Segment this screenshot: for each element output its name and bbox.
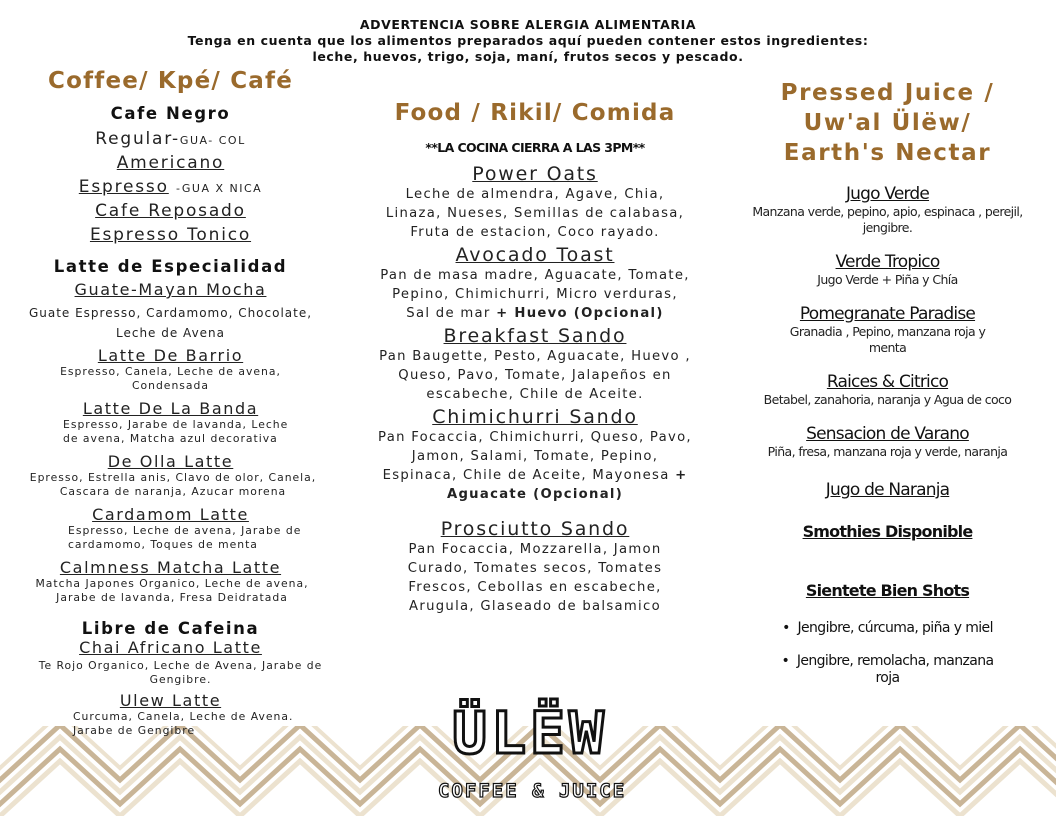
latte-desc: Espresso, Jarabe de lavanda, Leche de avena, Matcha azul decorativa <box>63 418 289 445</box>
food-desc: Pan de masa madre, Aguacate, Tomate, Pepino, Chimichurri, Micro verduras, Sal de mar + Huevo (Opcional) <box>380 268 690 321</box>
juice-title-line-3: Earth's Nectar <box>783 140 992 166</box>
decaf-name: Chai Africano Latte <box>79 638 262 657</box>
juice-desc: Manzana verde, pepino, apio, espinaca , perejil, jengibre. <box>752 204 1023 235</box>
juice-name: Verde Tropico <box>835 252 940 272</box>
kitchen-note: **LA COCINA CIERRA A LAS 3PM** <box>425 140 645 155</box>
juice-name: Jugo de Naranja <box>825 480 950 500</box>
juice-section-title <box>745 78 1030 168</box>
coffee-column <box>18 68 323 738</box>
juice-title-line-2: Uw'al Ülëw/ <box>803 110 972 136</box>
juice-name: Sensacion de Varano <box>806 424 969 444</box>
food-name: Chimichurri Sando <box>432 406 638 428</box>
regular-label: Regular- <box>95 129 180 149</box>
allergy-line-2: leche, huevos, trigo, soja, maní, frutos secos y pescado. <box>312 49 744 64</box>
food-column <box>378 100 692 616</box>
cafe-negro-title: Cafe Negro <box>110 104 231 123</box>
reposado-label: Cafe Reposado <box>95 201 246 221</box>
allergy-line-1: Tenga en cuenta que los alimentos preparados aquí pueden contener estos ingredientes: <box>187 33 869 48</box>
food-item <box>378 325 692 404</box>
food-desc: Leche de almendra, Agave, Chia, Linaza, Nueses, Semillas de calabasa, Fruta de estacion, Coco rayado. <box>385 187 685 240</box>
food-extra: + Aguacate (Opcional) <box>446 468 688 502</box>
ulew-logo-wordmark: ÜLËW <box>452 699 608 767</box>
juice-item <box>745 304 1030 356</box>
food-desc: Pan Baugette, Pesto, Aguacate, Huevo , Queso, Pavo, Tomate, Jalapeños en escabeche, Chile de Aceite. <box>379 349 691 402</box>
reposado-item <box>18 201 323 221</box>
allergy-warning <box>0 17 1056 65</box>
food-name: Prosciutto Sando <box>440 518 630 540</box>
latte-name: Guate-Mayan Mocha <box>74 280 267 299</box>
juice-item <box>745 184 1030 236</box>
juice-item <box>745 424 1030 460</box>
juice-item <box>745 252 1030 288</box>
latte-desc: Matcha Japones Organico, Leche de avena, Jarabe de lavanda, Fresa Deidratada <box>35 577 309 604</box>
espresso-label: Espresso <box>78 177 169 197</box>
latte-desc: Epresso, Estrella anis, Clavo de olor, Canela, Cascara de naranja, Azucar morena <box>29 471 317 498</box>
latte-name: Cardamom Latte <box>92 505 249 524</box>
food-desc: Pan Focaccia, Chimichurri, Queso, Pavo, Jamon, Salami, Tomate, Pepino, Espinaca, Chile de Aceite, Mayonesa + Aguacate (Opcional) <box>378 430 692 502</box>
latte-name: Calmness Matcha Latte <box>59 558 282 577</box>
juice-title-line-1: Pressed Juice / <box>780 80 995 106</box>
decaf-name: Ulew Latte <box>119 691 222 710</box>
juice-name: Raices & Citrico <box>826 372 949 392</box>
juice-column <box>745 78 1030 687</box>
decaf-title: Libre de Cafeina <box>81 619 260 638</box>
latte-item <box>18 452 323 499</box>
coffee-section-title: Coffee/ Kpé/ Café <box>48 68 293 94</box>
food-name: Power Oats <box>472 163 598 185</box>
food-item <box>378 244 692 323</box>
decaf-item <box>18 691 323 738</box>
latte-desc: Guate Espresso, Cardamomo, Chocolate, Leche de Avena <box>28 306 313 340</box>
americano-label: Americano <box>116 153 225 173</box>
decaf-desc: Curcuma, Canela, Leche de Avena. Jarabe de Gengibre <box>73 710 294 737</box>
latte-item <box>18 399 323 446</box>
especialidad-title: Latte de Especialidad <box>53 257 288 276</box>
food-name: Breakfast Sando <box>443 325 627 347</box>
decaf-desc: Te Rojo Organico, Leche de Avena, Jarabe de Gengibre. <box>38 659 323 686</box>
food-item <box>378 406 692 504</box>
decaf-item <box>18 638 323 687</box>
regular-origin: GUA- COL <box>179 134 246 147</box>
food-item <box>378 518 692 616</box>
food-section-title: Food / Rikil/ Comida <box>394 100 676 126</box>
allergy-title: ADVERTENCIA SOBRE ALERGIA ALIMENTARIA <box>359 17 697 32</box>
juice-desc: Granadia , Pepino, manzana roja y menta <box>789 324 986 355</box>
latte-item <box>18 505 323 552</box>
latte-desc: Espresso, Leche de avena, Jarabe de cardamomo, Toques de menta <box>68 524 302 551</box>
juice-desc: Betabel, zanahoria, naranja y Agua de coco <box>763 392 1012 407</box>
food-desc: Pan Focaccia, Mozzarella, Jamon Curado, Tomates secos, Tomates Frescos, Cebollas en escabeche, Arugula, Glaseado de balsamico <box>407 542 663 614</box>
food-name: Avocado Toast <box>455 244 615 266</box>
americano-item <box>18 153 323 173</box>
food-item <box>378 163 692 242</box>
tonico-item <box>18 225 323 245</box>
shot-item: • Jengibre, cúrcuma, piña y miel <box>782 620 993 636</box>
latte-name: Latte De Barrio <box>97 346 244 365</box>
juice-name: Pomegranate Paradise <box>799 304 976 324</box>
juice-name: Jugo Verde <box>845 184 930 204</box>
espresso-item <box>18 177 323 197</box>
juice-desc: Piña, fresa, manzana roja y verde, naranja <box>767 444 1008 459</box>
latte-desc: Espresso, Canela, Leche de avena, Condensada <box>60 365 281 392</box>
shots-title: Sientete Bien Shots <box>805 581 970 600</box>
espresso-origin: -GUA X NICA <box>176 182 263 195</box>
juice-item <box>745 372 1030 408</box>
smoothies-label: Smothies Disponible <box>802 522 973 541</box>
latte-name: Latte De La Banda <box>82 399 259 418</box>
shot-item: • Jengibre, remolacha, manzana roja <box>781 653 994 686</box>
latte-item <box>18 558 323 605</box>
latte-item <box>18 346 323 393</box>
food-extra: + Huevo (Opcional) <box>496 306 664 321</box>
regular-item <box>18 129 323 149</box>
juice-desc: Jugo Verde + Piña y Chía <box>817 272 958 287</box>
juice-item <box>745 480 1030 500</box>
tonico-label: Espresso Tonico <box>89 225 252 245</box>
ulew-logo-subtitle: COFFEE & JUICE <box>438 780 627 802</box>
latte-item <box>18 280 323 343</box>
latte-name: De Olla Latte <box>107 452 234 471</box>
